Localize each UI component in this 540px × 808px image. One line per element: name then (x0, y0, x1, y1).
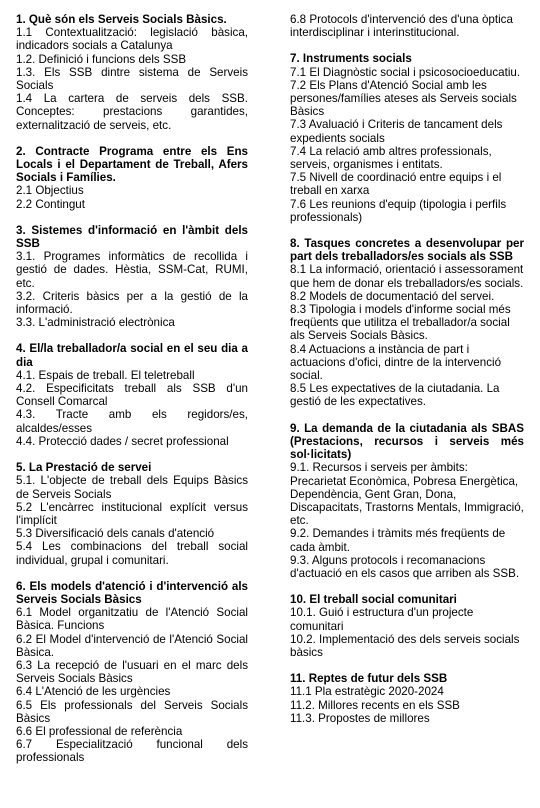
left-column (16, 13, 248, 778)
section-item: 9.1. Recursos i serveis per àmbits: Precarietat Econòmica, Pobresa Energètica, Dependència, Gent Gran, Dona, Discapacitats, Trastorns Mentals, Immigració, etc. (290, 461, 524, 528)
section-title: 11. Reptes de futur dels SSB (290, 672, 448, 686)
section-5 (16, 461, 248, 567)
section-item: 6.6 El professional de referència (16, 724, 183, 738)
section-title: 6. Els models d'atenció i d'intervenció als Serveis Socials Bàsics (16, 579, 248, 606)
section-item: 5.3 Diversificació dels canals d'atenció (16, 527, 215, 541)
section-item: 4.2. Especificitats treball als SSB d'un Consell Comarcal (16, 382, 248, 409)
section-8 (290, 237, 524, 409)
section-item: 6.5 Els professionals del Serveis Socials Bàsics (16, 698, 248, 725)
section-item: 9.3. Alguns protocols i recomanacions d'actuació en els casos que arriben als SSB. (290, 553, 520, 580)
section-item: 4.1. Espais de treball. El teletreball (16, 368, 195, 382)
section-7 (290, 52, 524, 224)
section-item: 4.3. Tracte amb els regidors/es, alcaldes/esses (16, 408, 248, 435)
section-3 (16, 224, 248, 330)
section-item: 6.7 Especialització funcional dels professionals (16, 738, 248, 765)
section-item: 2.1 Objectius (16, 184, 84, 198)
section-item: 5.4 Les combinacions del treball social individual, grupal i comunitari. (16, 540, 248, 567)
section-item: 8.1 La informació, orientació i assessorament que hem de donar els treballadors/es socials. (290, 263, 524, 290)
section-item: 1.1 Contextualització: legislació bàsica, indicadors socials a Catalunya (16, 26, 248, 53)
section-item: 6.4 L'Atenció de les urgències (16, 685, 171, 699)
section-item: 10.2. Implementació des dels serveis socials bàsics (290, 632, 520, 659)
section-title: 3. Sistemes d'informació en l'àmbit dels SSB (16, 223, 248, 251)
section-title: 1. Què són els Serveis Socials Bàsics. (16, 13, 227, 26)
section-item: 1.2. Definició i funcions dels SSB (16, 52, 187, 66)
section-11 (290, 672, 524, 725)
section-2 (16, 145, 248, 211)
section-item: 4.4. Protecció dades / secret professional (16, 434, 229, 448)
section-9 (290, 422, 524, 580)
section-continued (290, 13, 524, 39)
section-item: 2.2 Contingut (16, 197, 85, 211)
section-title: 10. El treball social comunitari (290, 593, 457, 607)
section-10 (290, 593, 524, 659)
section-title: 2. Contracte Programa entre els Ens Locals i el Departament de Treball, Afers Socials i Famílies. (16, 144, 248, 185)
section-item: 6.1 Model organitzatiu de l'Atenció Social Bàsica. Funcions (16, 606, 248, 633)
section-item: 8.3 Tipologia i models d'informe social més freqüents que utilitza el treballador/a social als Serveis Socials Bàsics. (290, 303, 511, 343)
section-item: 3.1. Programes informàtics de recollida i gestió de dades. Hèstia, SSM-Cat, RUMI, etc. (16, 250, 248, 290)
section-item: 11.3. Propostes de millores (290, 711, 430, 725)
section-item: 11.1 Pla estratègic 2020-2024 (290, 685, 444, 699)
section-item: 9.2. Demandes i tràmits més freqüents de cada àmbit. (290, 527, 506, 554)
section-item: 6.8 Protocols d'intervenció des d'una òptica interdisciplinar i interinstitucional. (290, 13, 513, 40)
section-item: 1.4 La cartera de serveis dels SSB. Conceptes: prestacions garantides, externalització de serveis, etc. (16, 92, 248, 132)
section-6 (16, 580, 248, 765)
section-item: 8.5 Les expectatives de la ciutadania. La gestió de les expectatives. (290, 382, 500, 409)
section-item: 5.1. L'objecte de treball dels Equips Bàsics de Serveis Socials (16, 474, 248, 501)
section-title: 8. Tasques concretes a desenvolupar per part dels treballadors/es socials als SSB (290, 237, 524, 264)
section-title: 5. La Prestació de servei (16, 461, 152, 475)
section-title: 7. Instruments socials (290, 52, 412, 66)
section-item: 5.2 L'encàrrec institucional explícit versus l'implícit (16, 500, 248, 527)
section-item: 10.1. Guió i estructura d'un projecte comunitari (290, 606, 474, 633)
section-item: 6.3 La recepció de l'usuari en el marc dels Serveis Socials Bàsics (16, 658, 248, 686)
section-item: 7.6 Les reunions d'equip (tipologia i perfils professionals) (290, 197, 507, 224)
section-item: 3.2. Criteris bàsics per a la gestió de la informació. (16, 289, 248, 317)
section-item: 8.2 Models de documentació del servei. (290, 289, 495, 303)
section-item: 7.3 Avaluació i Criteris de tancament dels expedients socials (290, 118, 503, 145)
section-title: 9. La demanda de la ciutadania als SBAS (Prestacions, recursos i serveis més sol·licitats) (290, 421, 524, 462)
section-title: 4. El/la treballador/a social en el seu dia a dia (16, 342, 248, 369)
section-item: 11.2. Millores recents en els SSB (290, 698, 460, 712)
section-item: 6.2 El Model d'intervenció de l'Atenció Social Bàsica. (16, 632, 248, 659)
section-item: 7.1 El Diagnòstic social i psicosocioeducatiu. (290, 65, 521, 79)
section-item: 7.5 Nivell de coordinació entre equips i el treball en xarxa (290, 171, 502, 198)
section-1 (16, 13, 248, 132)
section-item: 7.2 Els Plans d'Atenció Social amb les persones/famílies ateses als Serveis socials Bàsics (290, 78, 517, 119)
section-item: 7.4 La relació amb altres professionals, serveis, organismes i entitats. (290, 144, 492, 172)
section-item: 1.3. Els SSB dintre sistema de Serveis Socials (16, 65, 248, 93)
section-item: 8.4 Actuacions a instància de part i actuacions d'ofici, dintre de la intervenció social. (290, 342, 502, 383)
section-item: 3.3. L'administració electrònica (16, 316, 175, 330)
right-column (290, 13, 524, 738)
section-4 (16, 342, 248, 448)
